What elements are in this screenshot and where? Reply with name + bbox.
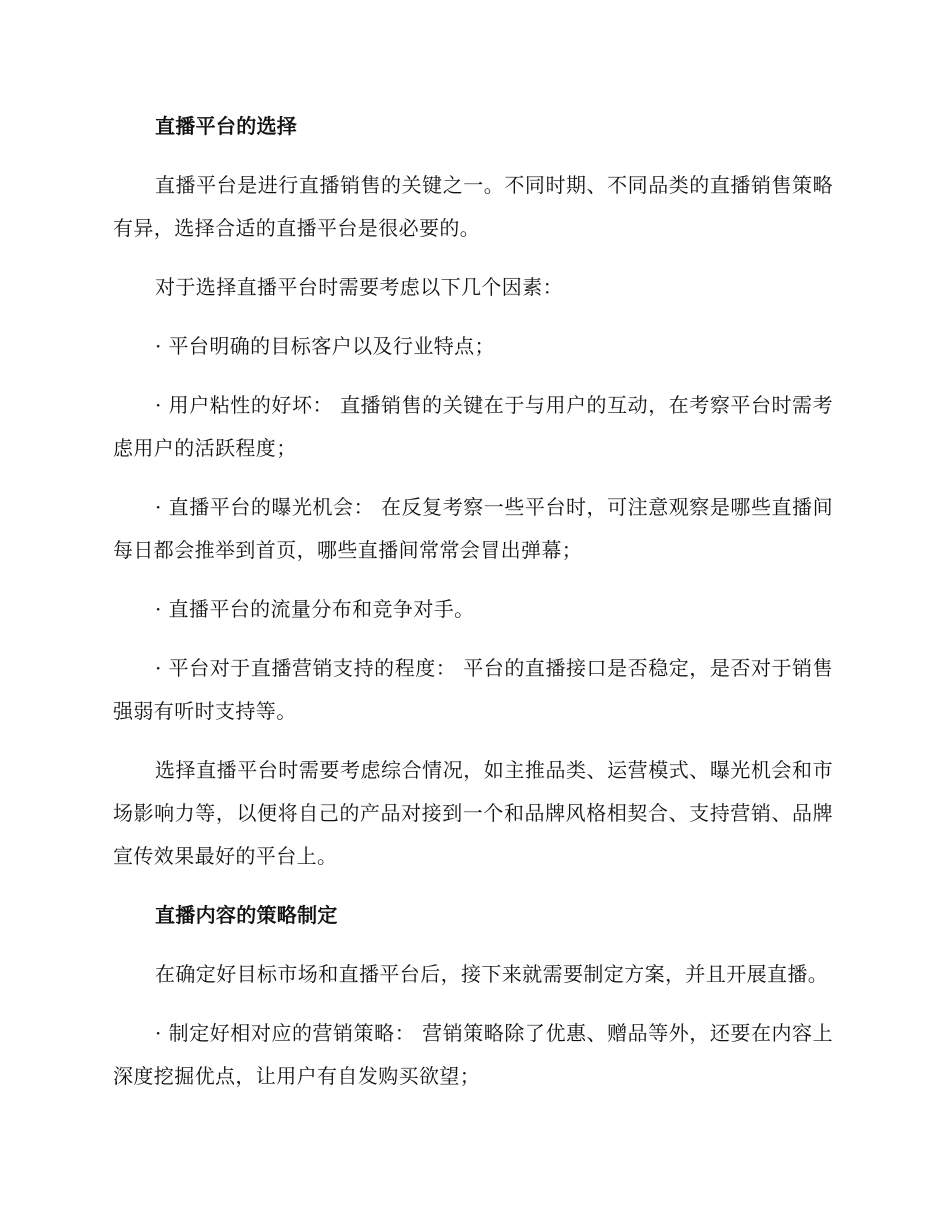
section-heading-content-strategy: 直播内容的策略制定	[155, 903, 338, 927]
bullet-target-customers: · 平台明确的目标客户以及行业特点；	[155, 334, 495, 358]
document-page	[113, 105, 833, 1098]
bullet-platform-support: · 平台对于直播营销支持的程度： 平台的直播接口是否稳定，是否对于销售强弱有听时支持等。	[113, 656, 833, 723]
bullet-marketing-strategy: · 制定好相对应的营销策略： 营销策略除了优惠、赠品等外，还要在内容上深度挖掘优点，让用户有自发购买欲望；	[113, 1021, 833, 1088]
section-heading-platform-choice: 直播平台的选择	[155, 114, 298, 138]
paragraph-factors-intro: 对于选择直播平台时需要考虑以下几个因素：	[155, 275, 563, 299]
paragraph-platform-conclusion: 选择直播平台时需要考虑综合情况，如主推品类、运营模式、曝光机会和市场影响力等，以便将自己的产品对接到一个和品牌风格相契合、支持营销、品牌宣传效果最好的平台上。	[113, 758, 833, 868]
paragraph-platform-intro: 直播平台是进行直播销售的关键之一。不同时期、不同品类的直播销售策略有异，选择合适的直播平台是很必要的。	[113, 173, 833, 240]
bullet-exposure-opportunity: · 直播平台的曝光机会： 在反复考察一些平台时，可注意观察是哪些直播间每日都会推举到首页，哪些直播间常常会冒出弹幕；	[113, 495, 833, 562]
bullet-traffic-competitors: · 直播平台的流量分布和竞争对手。	[155, 597, 475, 621]
paragraph-strategy-intro: 在确定好目标市场和直播平台后，接下来就需要制定方案，并且开展直播。	[155, 962, 829, 986]
bullet-user-stickiness: · 用户粘性的好坏： 直播销售的关键在于与用户的互动，在考察平台时需考虑用户的活跃程度；	[113, 393, 833, 460]
